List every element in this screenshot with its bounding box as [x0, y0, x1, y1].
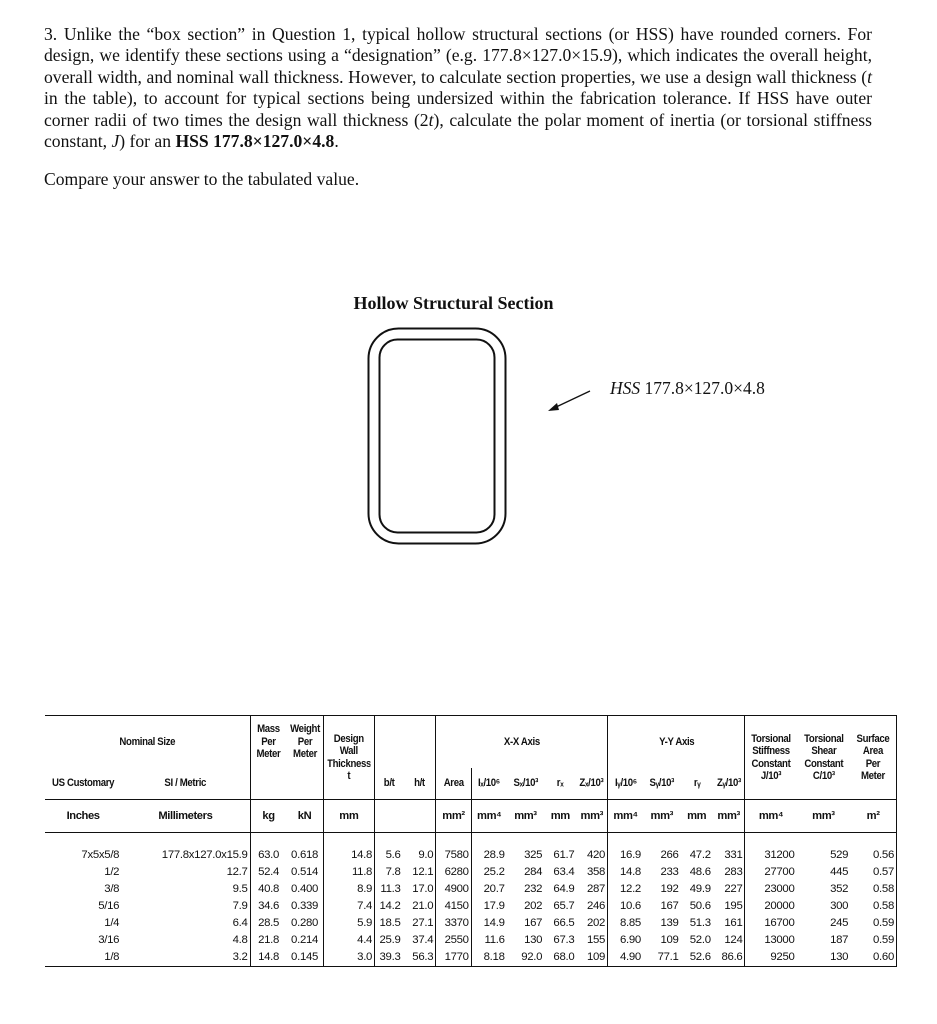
- units-cell: Inches: [45, 800, 121, 833]
- table-cell: 7x5x5/8: [81, 849, 120, 861]
- table-cell: 14.9: [471, 915, 506, 932]
- question-text: [44, 24, 872, 191]
- table-cell: 266: [660, 849, 679, 861]
- table-cell: 331: [724, 849, 743, 861]
- table-cell: 167: [660, 900, 679, 912]
- table-cell: 0.400: [291, 883, 319, 895]
- hss-label-value: 177.8×127.0×4.8: [640, 378, 765, 398]
- table-cell: 2550: [436, 932, 471, 949]
- units-cell: mm⁴: [471, 800, 506, 833]
- table-cell: 34.6: [250, 898, 287, 915]
- units-cell: mm: [544, 800, 576, 833]
- table-cell: 64.9: [553, 883, 575, 895]
- table-cell: 130: [524, 934, 543, 946]
- table-cell: 20000: [745, 898, 797, 915]
- table-cell: 7.4: [323, 898, 375, 915]
- table-cell: 39.3: [375, 949, 403, 967]
- table-cell: 37.4: [412, 934, 434, 946]
- table-cell: 246: [586, 900, 606, 912]
- table-cell: 4900: [436, 881, 471, 898]
- table-cell: 27.1: [412, 917, 434, 929]
- table-cell: 67.3: [553, 934, 575, 946]
- table-cell: 232: [524, 883, 543, 895]
- table-cell: 284: [524, 866, 543, 878]
- table-cell: 420: [586, 849, 606, 861]
- table-cell: 7.9: [232, 900, 248, 912]
- table-cell: 17.0: [412, 883, 434, 895]
- hss-designation: HSS 177.8×127.0×4.8: [175, 131, 335, 152]
- weight-per-meter-header: Weight Per Meter: [289, 716, 320, 768]
- question-mid3: ) for an: [119, 131, 176, 152]
- table-cell: 40.8: [250, 881, 287, 898]
- units-cell: mm³: [507, 800, 545, 833]
- mass-weight-subheader-blank: [255, 768, 318, 800]
- table-cell: 283: [724, 866, 743, 878]
- table-cell: 195: [724, 900, 743, 912]
- table-cell: 28.5: [250, 915, 287, 932]
- hss-label-prefix: HSS: [610, 378, 641, 398]
- table-cell: 17.9: [471, 898, 506, 915]
- table-cell: 48.6: [689, 866, 711, 878]
- table-cell: 9.5: [232, 883, 248, 895]
- table-cell: 202: [524, 900, 543, 912]
- units-cell: mm³: [713, 800, 745, 833]
- table-cell: 28.9: [471, 847, 506, 864]
- table-cell: 25.2: [471, 864, 506, 881]
- table-cell: 16.9: [608, 847, 643, 864]
- hss-label: [610, 378, 765, 399]
- area-header: Area: [438, 768, 468, 800]
- table-cell: 6.90: [608, 932, 643, 949]
- pointer-arrowhead: [548, 403, 559, 411]
- table-cell: 51.3: [689, 917, 711, 929]
- table-cell: 49.9: [689, 883, 711, 895]
- table-cell: 139: [660, 917, 679, 929]
- units-cell: mm³: [576, 800, 607, 833]
- table-cell: 358: [586, 866, 606, 878]
- table-cell: 21.8: [250, 932, 287, 949]
- ry-header: rᵧ: [693, 777, 700, 789]
- table-cell: 63.0: [250, 847, 287, 864]
- table-cell: 167: [524, 917, 543, 929]
- units-cell: mm⁴: [608, 800, 643, 833]
- table-cell: 23000: [745, 881, 797, 898]
- table-cell: 20.7: [471, 881, 506, 898]
- table-cell: 0.339: [291, 900, 319, 912]
- units-row: [45, 800, 897, 833]
- table-cell: 1/2: [104, 866, 120, 878]
- table-cell: 3370: [436, 915, 471, 932]
- table-cell: 77.1: [643, 949, 681, 967]
- table-cell: 14.2: [375, 898, 403, 915]
- table-cell: 12.1: [412, 866, 434, 878]
- table-cell: 6.4: [232, 917, 248, 929]
- table-cell: 325: [524, 849, 543, 861]
- mass-per-meter-header: Mass Per Meter: [253, 716, 284, 768]
- units-cell: mm: [323, 800, 375, 833]
- zy-header: Zᵧ/10³: [716, 777, 741, 789]
- nominal-size-header: Nominal Size: [59, 716, 235, 768]
- units-cell: mm³: [643, 800, 681, 833]
- table-row: [45, 847, 897, 864]
- rx-header: rₓ: [556, 777, 564, 789]
- table-cell: 445: [830, 866, 849, 878]
- table-cell: 124: [724, 934, 743, 946]
- table-cell: 6280: [436, 864, 471, 881]
- question-end: .: [334, 131, 339, 152]
- torsional-shear-header: Torsional Shear Constant C/10³: [800, 716, 846, 800]
- table-cell: 3.2: [121, 949, 250, 967]
- question-number: 3.: [44, 24, 58, 44]
- table-cell: 66.5: [553, 917, 575, 929]
- table-row: [45, 864, 897, 881]
- units-cell: mm³: [797, 800, 851, 833]
- table-cell: 7580: [436, 847, 471, 864]
- table-cell: 8.85: [608, 915, 643, 932]
- units-cell: Millimeters: [121, 800, 250, 833]
- question-mid: in the table), to account for typical sections being undersized within the fabrication tolerance. If HSS have outer corner radii of two times the design wall thickness (2: [44, 88, 872, 130]
- table-cell: 14.8: [323, 847, 375, 864]
- table-cell: 65.7: [553, 900, 575, 912]
- table-cell: 352: [830, 883, 849, 895]
- table-cell: 12.7: [226, 866, 248, 878]
- table-cell: 109: [576, 949, 607, 967]
- table-cell: 14.8: [608, 864, 643, 881]
- table-row: [45, 949, 897, 967]
- table-cell: 52.0: [689, 934, 711, 946]
- table-cell: 11.3: [375, 881, 403, 898]
- slenderness-header-blank: [379, 716, 432, 768]
- sy-header: Sᵧ/10³: [649, 777, 674, 789]
- units-cell: [403, 800, 436, 833]
- table-cell: 21.0: [412, 900, 434, 912]
- table-cell: 13000: [745, 932, 797, 949]
- table-cell: 0.280: [291, 917, 319, 929]
- table-cell: 1/8: [45, 949, 121, 967]
- table-cell: 0.618: [291, 849, 319, 861]
- table-cell: 8.9: [323, 881, 375, 898]
- design-wall-thickness-header: Design Wall Thickness t: [327, 716, 371, 800]
- units-cell: mm: [681, 800, 713, 833]
- iy-header: Iᵧ/10⁶: [610, 768, 640, 800]
- table-cell: 8.18: [471, 949, 506, 967]
- table-row: [45, 881, 897, 898]
- table-cell: 0.60: [850, 949, 896, 967]
- zx-header: Zₓ/10³: [579, 777, 604, 789]
- table-cell: 61.7: [553, 849, 575, 861]
- table-cell: 0.59: [850, 915, 896, 932]
- table-cell: 56.3: [403, 949, 436, 967]
- si-metric-header: SI / Metric: [164, 777, 207, 789]
- torsional-stiffness-header: Torsional Stiffness Constant J/10³: [749, 716, 793, 800]
- yy-axis-header: Y-Y Axis: [617, 716, 735, 768]
- question-mid2: ), calculate the polar moment of inertia (or torsional stiffness constant,: [44, 109, 872, 152]
- table-cell: 52.6: [681, 949, 713, 967]
- table-cell: 7.8: [375, 864, 403, 881]
- table-cell: 192: [660, 883, 679, 895]
- table-cell: 109: [660, 934, 679, 946]
- table-cell: 1770: [436, 949, 471, 967]
- question-paragraph: [44, 24, 872, 152]
- t-symbol-2: t: [428, 109, 434, 130]
- compare-instruction: Compare your answer to the tabulated value.: [44, 169, 360, 190]
- h-over-t-header: h/t: [413, 777, 425, 789]
- table-cell: 227: [724, 883, 743, 895]
- table-cell: 3.0: [323, 949, 375, 967]
- properties-table: [45, 715, 897, 967]
- table-cell: 1/4: [104, 917, 120, 929]
- table-cell: 4.4: [323, 932, 375, 949]
- b-over-t-header: b/t: [377, 768, 401, 800]
- table-cell: 0.58: [850, 898, 896, 915]
- table-row: [45, 932, 897, 949]
- table-cell: 233: [660, 866, 679, 878]
- table-cell: 5.9: [323, 915, 375, 932]
- figure-title: [0, 293, 937, 314]
- table-cell: 18.5: [375, 915, 403, 932]
- table-cell: 130: [797, 949, 851, 967]
- table-cell: 0.214: [291, 934, 319, 946]
- table-cell: 14.8: [250, 949, 287, 967]
- table-cell: 5.6: [375, 847, 403, 864]
- table-cell: 187: [830, 934, 849, 946]
- t-symbol: t: [867, 66, 872, 87]
- hss-inner-wall: [380, 340, 495, 533]
- xx-axis-header: X-X Axis: [448, 716, 596, 768]
- table-cell: 177.8x127.0x15.9: [161, 849, 248, 861]
- us-customary-header: US Customary: [52, 777, 115, 789]
- table-cell: 300: [830, 900, 849, 912]
- question-intro: Unlike the “box section” in Question 1, typical hollow structural sections (or HSS) have rounded corners. For design, we identify these sections using a “designation” (e.g. 177.8×127.0×15.9), which indicates the overall height, overall width, and nominal wall thickness. However, to calculate section properties, we use a design wall thickness (: [44, 24, 872, 87]
- table-cell: 68.0: [544, 949, 576, 967]
- table-cell: 52.4: [250, 864, 287, 881]
- table-cell: 155: [586, 934, 606, 946]
- table-cell: 3/8: [104, 883, 120, 895]
- table-cell: 63.4: [553, 866, 575, 878]
- table-cell: 529: [830, 849, 849, 861]
- table-cell: 4.90: [608, 949, 643, 967]
- sx-header: Sₓ/10³: [513, 777, 538, 789]
- table-cell: 86.6: [713, 949, 745, 967]
- table-cell: 161: [724, 917, 743, 929]
- table-cell: 47.2: [689, 849, 711, 861]
- table-cell: 4150: [436, 898, 471, 915]
- table-cell: 245: [830, 917, 849, 929]
- table-cell: 31200: [745, 847, 797, 864]
- table-cell: 11.8: [323, 864, 375, 881]
- units-cell: kN: [287, 800, 324, 833]
- table-cell: 27700: [745, 864, 797, 881]
- table-cell: 0.57: [850, 864, 896, 881]
- table-cell: 12.2: [608, 881, 643, 898]
- units-cell: mm²: [436, 800, 471, 833]
- table-cell: 202: [586, 917, 606, 929]
- table-cell: 11.6: [471, 932, 506, 949]
- j-symbol: J: [111, 131, 120, 152]
- hss-cross-section-diagram: [360, 320, 620, 580]
- units-cell: kg: [250, 800, 287, 833]
- table-cell: 16700: [745, 915, 797, 932]
- table-cell: 287: [586, 883, 606, 895]
- table-cell: 9.0: [418, 849, 434, 861]
- figure-title-text: Hollow Structural Section: [353, 293, 554, 313]
- table-cell: 10.6: [608, 898, 643, 915]
- table-cell: 0.58: [850, 881, 896, 898]
- units-cell: m²: [850, 800, 896, 833]
- table-cell: 0.145: [287, 949, 324, 967]
- table-cell: 5/16: [98, 900, 120, 912]
- table-cell: 92.0: [507, 949, 545, 967]
- ix-header: Iₓ/10⁶: [474, 768, 504, 800]
- table-row: [45, 898, 897, 915]
- table-cell: 50.6: [689, 900, 711, 912]
- units-cell: [375, 800, 403, 833]
- hss-outer-wall: [369, 329, 506, 544]
- table-cell: 0.59: [850, 932, 896, 949]
- pointer-arrow-line: [554, 391, 590, 408]
- table-cell: 0.56: [850, 847, 896, 864]
- hss-properties-table: [45, 715, 897, 989]
- units-cell: mm⁴: [745, 800, 797, 833]
- table-cell: 9250: [745, 949, 797, 967]
- table-cell: 0.514: [291, 866, 319, 878]
- table-cell: 3/16: [98, 934, 120, 946]
- table-row: [45, 915, 897, 932]
- surface-area-header: Surface Area Per Meter: [853, 716, 893, 800]
- table-cell: 4.8: [232, 934, 248, 946]
- table-cell: 25.9: [375, 932, 403, 949]
